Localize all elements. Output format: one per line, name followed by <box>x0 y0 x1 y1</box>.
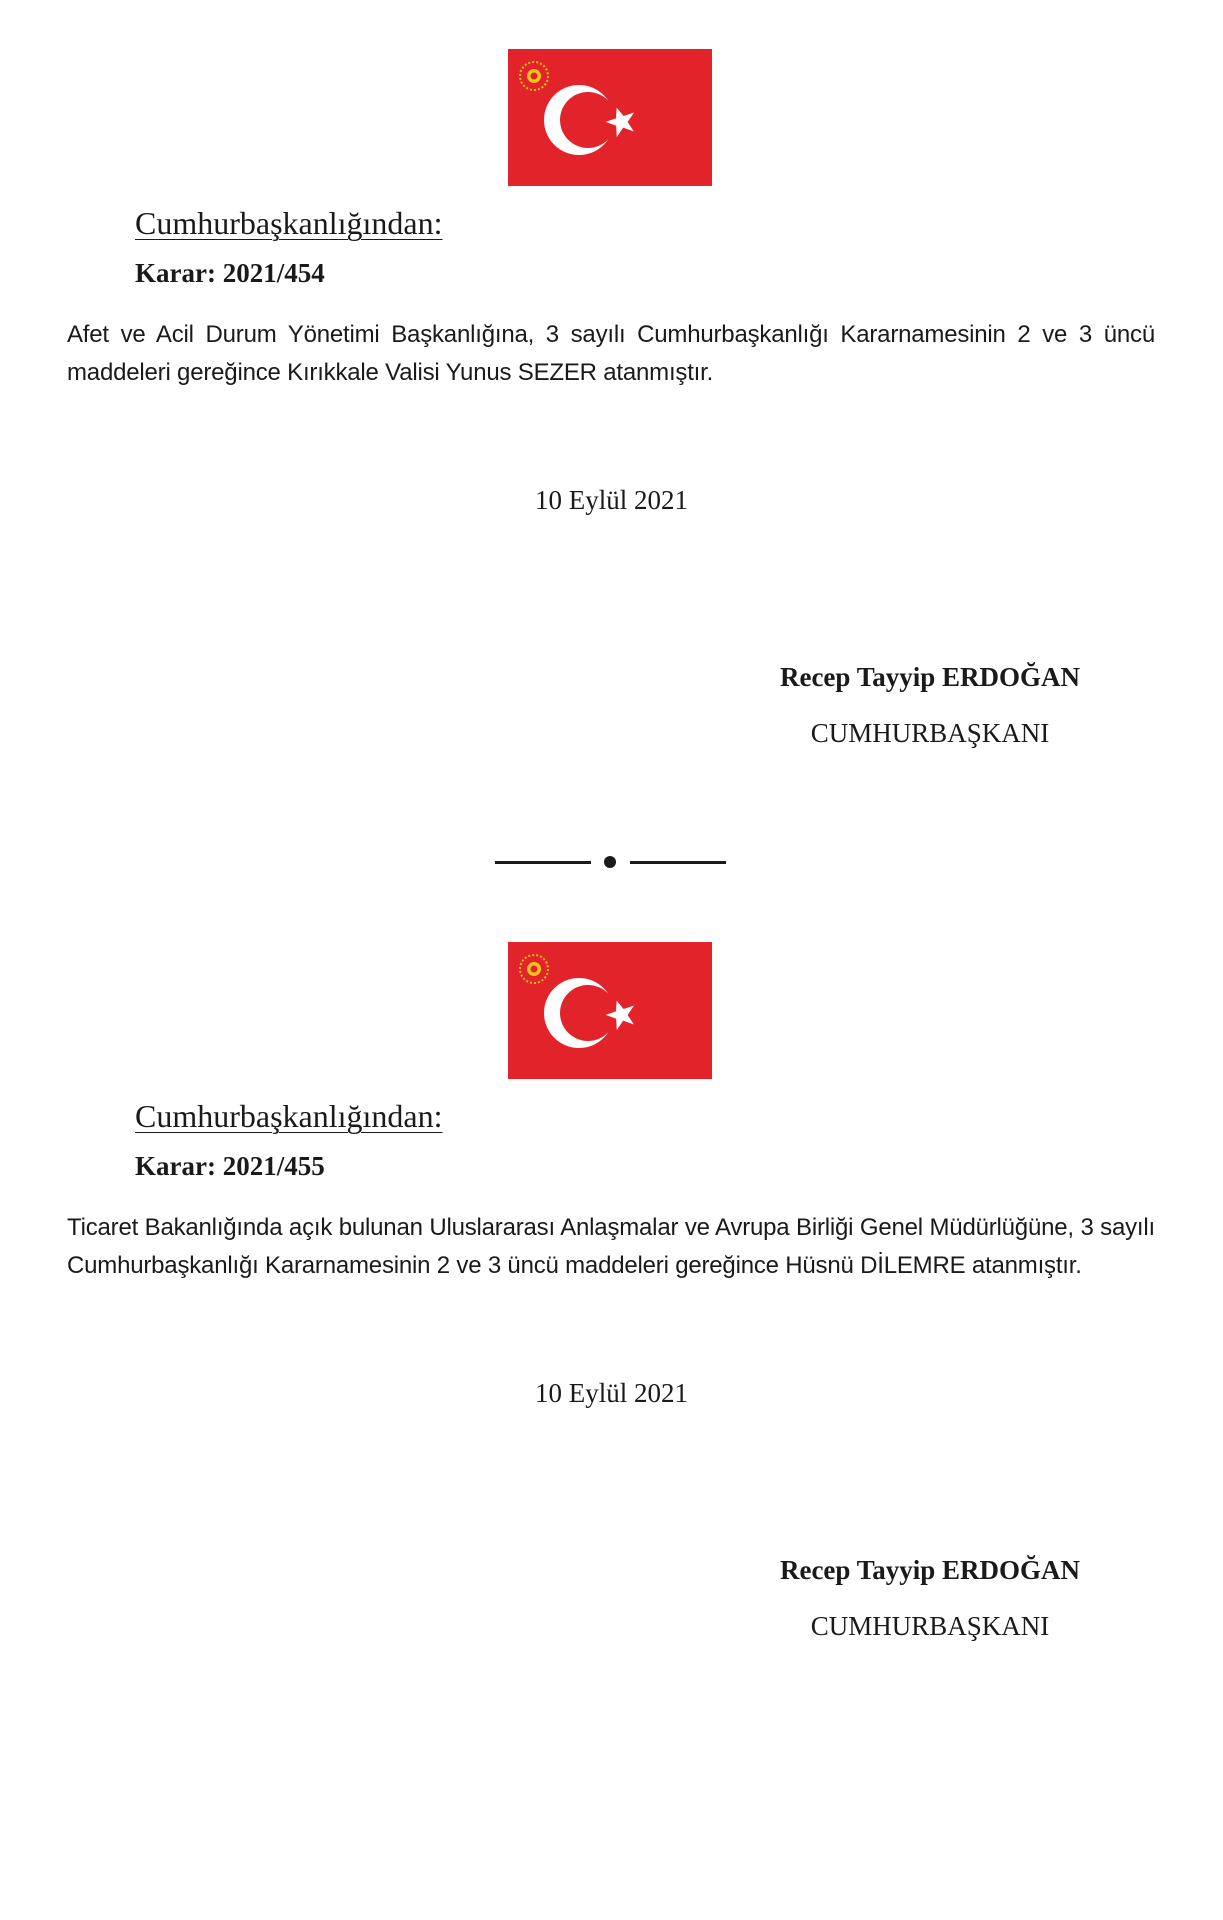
signer-title: CUMHURBAŞKANI <box>810 1611 1050 1641</box>
decision-number: Karar: 2021/455 <box>135 1151 325 1181</box>
signer-name: Recep Tayyip ERDOĞAN <box>779 1555 1081 1585</box>
decision-date: 10 Eylül 2021 <box>535 485 688 515</box>
decision-date: 10 Eylül 2021 <box>535 1378 688 1408</box>
decision-heading: Cumhurbaşkanlığından: <box>135 205 443 241</box>
decision-1 <box>0 0 1223 880</box>
signer-title: CUMHURBAŞKANI <box>810 718 1050 748</box>
turkish-flag-icon <box>508 942 712 1079</box>
turkish-flag-icon <box>508 49 712 186</box>
decision-body: Ticaret Bakanlığında açık bulunan Uluslararası Anlaşmalar ve Avrupa Birliği Genel Müdürlüğüne, 3 sayılı Cumhurbaşkanlığı Kararnamesinin 2 ve 3 üncü maddeleri gereğince Hüsnü DİLEMRE atanmıştır. <box>67 1214 1155 1279</box>
decision-number: Karar: 2021/454 <box>135 258 325 288</box>
signer-name: Recep Tayyip ERDOĞAN <box>779 662 1081 692</box>
section-separator-icon <box>495 852 727 872</box>
decision-body: Afet ve Acil Durum Yönetimi Başkanlığına, 3 sayılı Cumhurbaşkanlığı Kararnamesinin 2 ve 3 üncü maddeleri gereğince Kırıkkale Valisi Yunus SEZER atanmıştır. <box>67 321 1155 386</box>
decision-2 <box>0 893 1223 1773</box>
decision-heading: Cumhurbaşkanlığından: <box>135 1098 443 1134</box>
